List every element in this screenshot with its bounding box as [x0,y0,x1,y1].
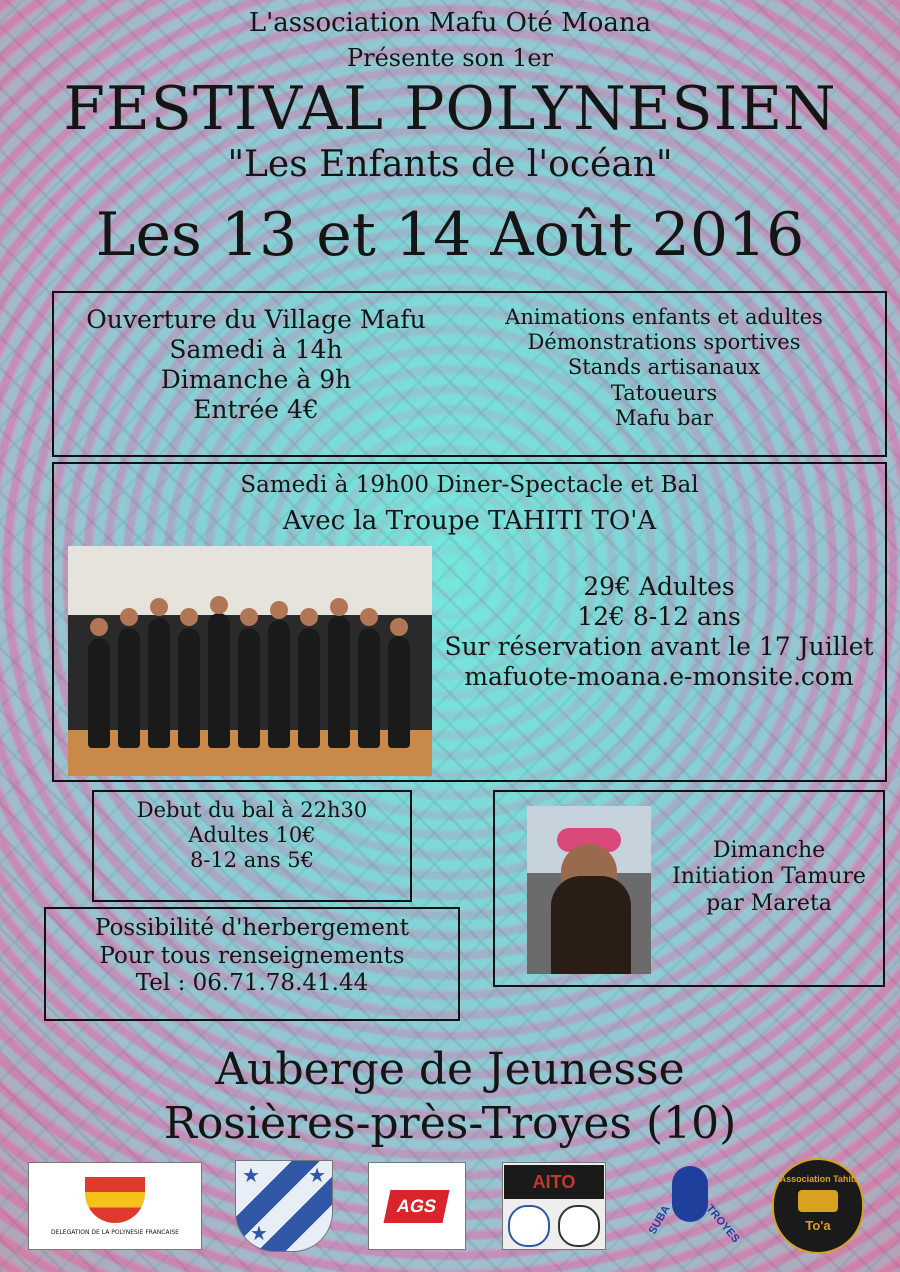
troupe-line: Avec la Troupe TAHITI TO'A [282,506,657,536]
price-line: 12€ 8-12 ans [577,602,741,631]
bal-box [92,790,412,902]
seal-icon [508,1205,550,1247]
seal-icon [558,1205,600,1247]
village-opening-info [76,305,436,425]
price-line: 29€ Adultes [583,572,735,601]
hebergement-line: Possibilité d'herbergement [95,915,409,941]
polynesie-emblem-icon [85,1177,145,1223]
bal-line: 8-12 ans 5€ [189,848,315,873]
tamure-info [655,838,883,917]
reservation-line: Sur réservation avant le 17 Juillet [444,632,874,661]
tahiti-toa-emblem-icon [798,1190,838,1212]
aito-text: AITO [504,1165,604,1199]
polynesie-logo [28,1162,202,1250]
ags-logo [368,1162,466,1250]
troyes-text: TROYES [703,1202,742,1246]
bal-line: Debut du bal à 22h30 [136,798,368,822]
tahiti-toa-bottom-text: To'a [805,1218,831,1233]
star-icon: ★ [250,1221,268,1245]
diner-title: Samedi à 19h00 Diner-Spectacle et Bal [240,472,699,498]
village-activities [454,305,874,431]
diver-icon [672,1166,708,1222]
tamure-line: par Mareta [706,890,832,916]
website-link[interactable]: mafuote-moana.e-monsite.com [464,662,854,691]
activity-item: Tatoueurs [610,380,718,405]
activity-item: Stands artisanaux [567,355,761,380]
suba-text: SUBA [646,1203,673,1237]
venue-name: Auberge de Jeunesse [215,1044,685,1095]
activity-item: Mafu bar [615,405,713,430]
diner-prices [444,572,874,692]
village-opening-line: Ouverture du Village Mafu [86,305,426,334]
tamure-line: Initiation Tamure [672,864,866,890]
troupe-photo [68,546,432,776]
coat-of-arms-logo [235,1160,333,1252]
aito-logo [502,1162,606,1250]
star-icon: ★ [308,1163,326,1187]
hebergement-box [44,907,460,1021]
bal-line: Adultes 10€ [188,823,316,848]
organizer-line: L'association Mafu Oté Moana [248,8,652,38]
diner-box [52,462,887,782]
village-opening-line: Samedi à 14h [169,335,343,364]
hebergement-line: Pour tous renseignements [99,942,405,969]
phone-number[interactable]: Tel : 06.71.78.41.44 [135,970,369,997]
bal-info [94,798,410,874]
tahiti-toa-logo [772,1158,864,1254]
suba-logo [642,1162,742,1248]
ags-text: AGS [384,1190,450,1223]
festival-subtitle: "Les Enfants de l'océan" [227,144,673,185]
tamure-box [493,790,885,987]
festival-title: FESTIVAL POLYNESIEN [63,74,837,144]
venue-location: Rosières-près-Troyes (10) [163,1098,737,1149]
dancer-photo [527,806,651,974]
festival-dates: Les 13 et 14 Août 2016 [95,200,805,270]
polynesie-caption: DELEGATION DE LA POLYNESIE FRANCAISE [51,1228,179,1236]
activity-item: Démonstrations sportives [527,330,801,355]
hebergement-info [46,915,458,998]
presents-line: Présente son 1er [346,44,554,72]
tahiti-toa-top-text: Association Tahiti [779,1174,857,1184]
tamure-line: Dimanche [712,838,826,863]
village-opening-line: Dimanche à 9h [160,365,352,394]
activity-item: Animations enfants et adultes [505,305,823,329]
village-box [52,291,887,457]
village-opening-line: Entrée 4€ [193,395,319,424]
star-icon: ★ [242,1163,260,1187]
